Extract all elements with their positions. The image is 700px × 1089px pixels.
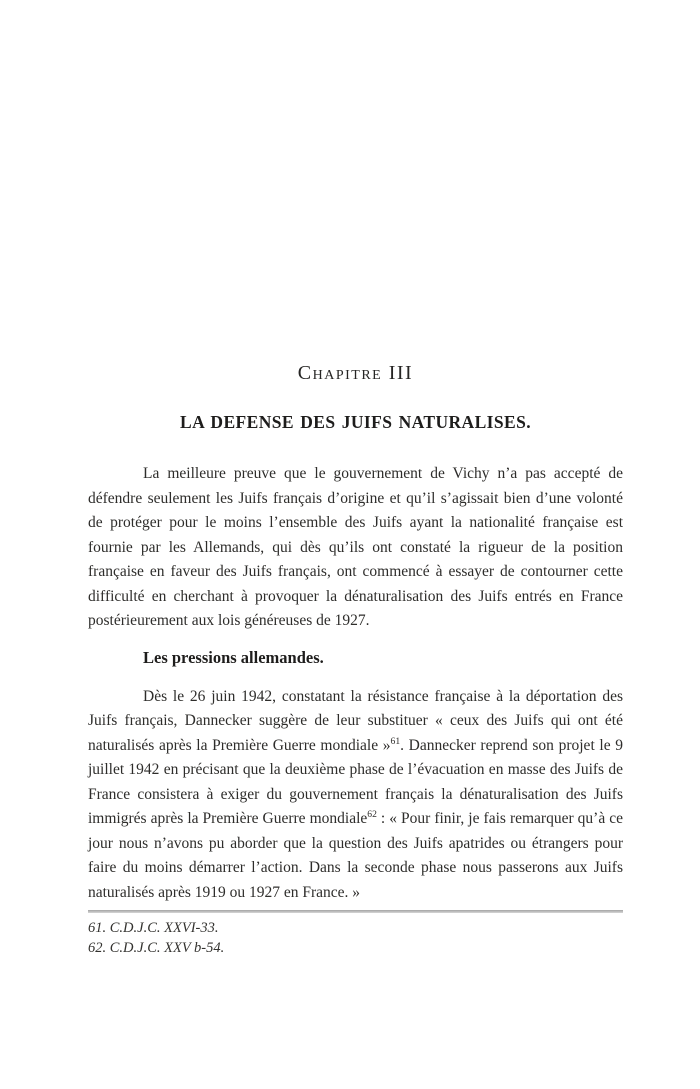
chapter-heading: Chapitre III xyxy=(297,362,414,384)
footnote-62: 62. C.D.J.C. XXV b-54. xyxy=(88,940,225,956)
paragraph-2: Dès le 26 juin 1942, constatant la résistance française à la déportation des Juifs français, Dannecker suggère de leur substituer « ceux des Juifs qui ont été naturalisés après la Première Guerre mondiale »$^{61}$. Dannecker reprend son projet le 9 juillet 1942 en précisant que la deuxième phase de l’évacuation en masse des Juifs de France consistera à exiger du gouvernement français la dénaturalisation des Juifs immigrés après la Première Guerre mondiale$^{62}$ : « Pour finir, je fais remarquer qu’à ce jour nous n’avons pu aborder que la question des Juifs apatrides ou étrangers pour faire du moins démarrer l’action. Dans la seconde phase nous passerons aux Juifs naturalisés après 1919 ou 1927 en France. » xyxy=(88,687,623,901)
footnotes xyxy=(88,918,623,958)
footnote-61: 61. C.D.J.C. XXVI-33. xyxy=(88,920,219,936)
paragraph-1: La meilleure preuve que le gouvernement de Vichy n’a pas accepté de défendre seulement les Juifs français d’origine et qu’il s’agissait bien d’une volonté de protéger pour le moins l’ensemble des Juifs ayant la nationalité française est fournie par les Allemands, qui dès qu’ils ont constaté la rigueur de la position française en faveur des Juifs français, ont commencé à essayer de contourner cette difficulté en cherchant à provoquer la dénaturalisation des Juifs entrés en France postérieurement aux lois généreuses de 1927. xyxy=(88,465,623,629)
footnote-divider xyxy=(88,910,623,913)
section-subheading: Les pressions allemandes. xyxy=(143,647,324,667)
page-title: LA DEFENSE DES JUIFS NATURALISES. xyxy=(180,412,531,432)
